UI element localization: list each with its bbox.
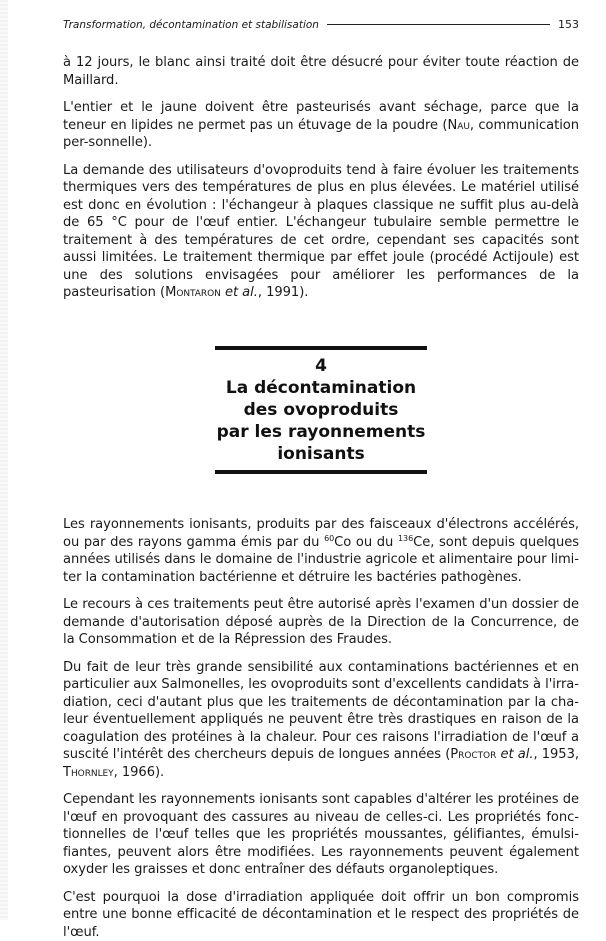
running-title: Transformation, décontamination et stabilisation [63, 19, 319, 31]
paragraph: La demande des utilisateurs d'ovoproduits tend à faire évoluer les traitements thermiques vers des températures de plus en plus élevées. Le matériel utilisé est donc en évolution : l'échangeur à plaques classique ne suffit plus au-delà de 65 °C pour de l'œuf entier. L'échangeur tubulaire semble permettre le traitement à des températures de cet ordre, cependant ses capacités sont aussi limitées. Le traitement thermique par effet joule (procédé Actijoule) est une des solutions envisagées pour améliorer les performances de la pasteurisation (Montaron et al., 1991). [63, 162, 579, 302]
paragraph: C'est pourquoi la dose d'irradiation appliquée doit offrir un bon compromis entre une bonne efficacité de décontamination et le respect des propriétés de l'œuf. [63, 889, 579, 941]
running-header [63, 18, 579, 34]
chapter-heading [215, 346, 427, 474]
chapter-title-line: ionisants [277, 443, 364, 465]
paragraph: à 12 jours, le blanc ainsi traité doit être désucré pour éviter toute réaction de Maillard. [63, 54, 579, 89]
paragraph: Le recours à ces traitements peut être autorisé après l'examen d'un dossier de demande d'autorisation déposé auprès de la Direction de la Concurrence, de la Consommation et de la Répression des Fraudes. [63, 596, 579, 649]
scan-edge [0, 0, 8, 920]
chapter-title-line: La décontamination [226, 377, 416, 399]
paragraph: Les rayonnements ionisants, produits par des faisceaux d'électrons accélérés, ou par des rayons gamma émis par du $^{60}$Co ou du $^{136}$Ce, sont depuis quelques années utilisés dans le domaine de l'industrie agricole et alimentaire pour limiter la contamination bactérienne et détruire les bactéries pathogènes. [63, 516, 579, 586]
author-citation: Proctor [450, 747, 496, 762]
chapter-number: 4 [315, 355, 327, 377]
section-pasteurisation [63, 54, 579, 302]
paragraph: L'entier et le jaune doivent être pasteurisés avant séchage, parce que la teneur en lipides ne permet pas un étuvage de la poudre (Nau, communication per-sonnelle). [63, 99, 579, 152]
chapter-title-line: des ovoproduits [244, 399, 399, 421]
header-rule [327, 24, 550, 25]
paragraph: Du fait de leur très grande sensibilité aux contaminations bactériennes et en particulier aux Salmonelles, les ovoproduits sont d'excellents candidats à l'irradiation, ceci d'autant plus que les traitements de décontamination par la chaleur éventuellement appliqués ne peuvent être très drastiques en raison de la coagulation des protéines à la chaleur. Pour ces raisons l'irradiation de l'œuf a suscité l'intérêt des chercheurs depuis de longues années (Proctor et al., 1953, Thornley, 1966). [63, 659, 579, 782]
section-decontamination [63, 516, 579, 941]
author-citation: Nau [447, 118, 469, 133]
paragraph: Cependant les rayonnements ionisants sont capables d'altérer les protéines de l'œuf en provoquant des cassures au niveau de celles-ci. Les propriétés fonctionnelles de l'œuf telles que les propriétés moussantes, gélifiantes, émulsifiantes, peuvent alors être modifiées. Les rayonnements peuvent également oxyder les graisses et donc entraîner des défauts organoleptiques. [63, 791, 579, 879]
page-number: 153 [558, 18, 579, 31]
chapter-title-line: par les rayonnements [217, 421, 426, 443]
author-citation: Thornley [63, 765, 114, 780]
author-citation: Montaron [165, 285, 221, 300]
